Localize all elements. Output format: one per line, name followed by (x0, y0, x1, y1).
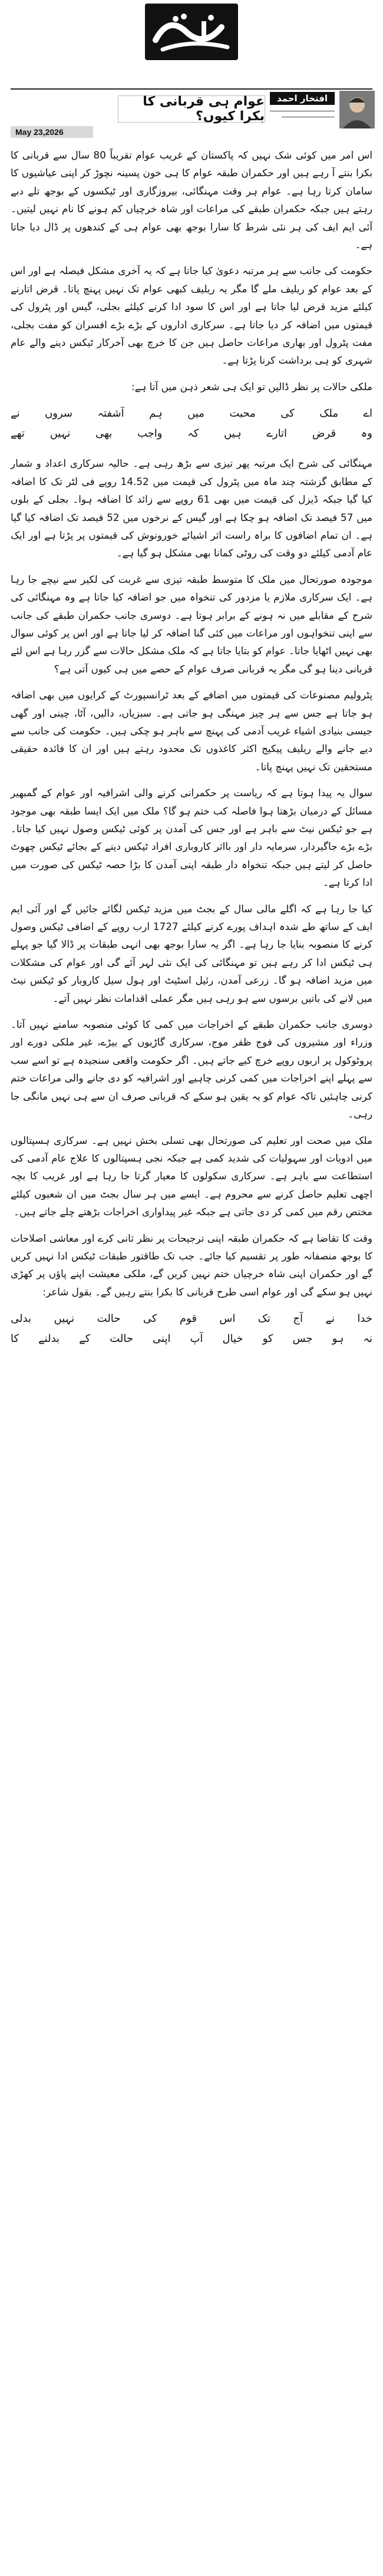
author-name: افتخار احمد (270, 92, 335, 105)
article-paragraph-7: سوال یہ پیدا ہوتا ہے کہ ریاست پر حکمرانی کرنے والی اشرافیہ اور عوام کے گمبھیر مسائل کے درمیان بڑھتا ہوا فاصلہ کب ختم ہو گا؟ ملک میں ایک ایسا طبقہ بھی موجود ہے جو ٹیکس نیٹ سے باہر ہے اور جس کی آمدن پر کوئی ٹیکس وصول نہیں کیا جاتا۔ بڑے بڑے جاگیردار، سرمایہ دار اور بااثر کاروباری افراد ٹیکس دینے کے بجائے ٹیکس چھوٹ حاصل کر لیتے ہیں جبکہ تنخواہ دار طبقہ اپنی آمدن کا بڑا حصہ ٹیکس کی صورت میں ادا کرتا ہے۔ (11, 787, 372, 889)
poem-word: نہ (363, 1332, 372, 1345)
poem-word: اس (219, 1312, 236, 1325)
poem-word: آشفتہ (97, 407, 124, 420)
poem-word: ہم (149, 407, 163, 420)
poem-word: اے (363, 407, 372, 420)
closing-poem-line-1 (11, 1309, 372, 1329)
poem-word: قوم (179, 1312, 197, 1325)
poem-block (11, 404, 372, 444)
article-paragraph-4: مہنگائی کی شرح ایک مرتبہ پھر تیزی سے بڑھ رہی ہے۔ حالیہ سرکاری اعداد و شمار کے مطابق گزشتہ چند ماہ میں پٹرول کی قیمت میں 14.52 روپے فی لٹر تک کا اضافہ کیا گیا جبکہ ڈیزل کی قیمت میں بھی 61 روپے سے زائد کا اضافہ ہوا۔ بجلی کے بلوں میں 57 فیصد تک اضافہ ہو چکا ہے اور گیس کے نرخوں میں 52 فیصد تک اضافہ کیا گیا ہے۔ ان تمام اضافوں کا براہ راست اثر اشیائے خورونوش کی قیمتوں پر پڑتا ہے اور ایک عام آدمی کیلئے دو وقت کی روٹی کمانا بھی مشکل ہو گیا ہے۔ (11, 457, 372, 559)
poem-word: کے (79, 1332, 91, 1345)
poem-word: جس (292, 1332, 313, 1345)
dunya-logo-graphic (145, 4, 238, 60)
poem-word: بھی (95, 427, 113, 440)
article-paragraph-6: پٹرولیم مصنوعات کی قیمتوں میں اضافے کے بعد ٹرانسپورٹ کے کرایوں میں بھی اضافہ ہو جاتا ہے جس سے ہر چیز مہنگی ہو جاتی ہے۔ سبزیاں، دالیں، آٹا، چینی اور گھی جیسی بنیادی اشیاء غریب آدمی کی پہنچ سے باہر ہو چکی ہیں۔ حکومت کی جانب سے دیے جانے والے ریلیف پیکیج اکثر کاغذوں تک محدود رہتے ہیں اور ان کا فائدہ حقیقی مستحقین تک نہیں پہنچ پاتا۔ (11, 689, 372, 773)
poem-word: کی (280, 407, 295, 420)
article-paragraph-2: حکومت کی جانب سے ہر مرتبہ دعویٰ کیا جاتا ہے کہ یہ آخری مشکل فیصلہ ہے اور اس کے بعد عوام کو ریلیف ملے گا مگر یہ ریلیف کبھی عوام تک نہیں پہنچ پاتا۔ قرض اتارنے کیلئے مزید قرض لیا جاتا ہے اور اس کا سود ادا کرنے کیلئے بجلی، گیس اور پٹرول کی قیمتوں میں اضافہ کر دیا جاتا ہے۔ سرکاری اداروں کے بڑے بڑے افسران کو مفت بجلی، مفت پٹرول اور بھاری مراعات حاصل ہیں جن کا خرچ بھی آخرکار ٹیکس دینے والے عام شہری کو ہی برداشت کرنا پڑتا ہے۔ (11, 265, 372, 367)
poem-word: خیال (222, 1332, 243, 1345)
poem-word: سروں (45, 407, 72, 420)
poem-word: آپ (190, 1332, 203, 1345)
poem-word: تھے (11, 427, 25, 440)
article-paragraph-10: ملک میں صحت اور تعلیم کی صورتحال بھی تسلی بخش نہیں ہے۔ سرکاری ہسپتالوں میں ادویات اور سہولیات کی شدید کمی ہے جبکہ نجی ہسپتالوں کا علاج عام آدمی کی استطاعت سے باہر ہے۔ سرکاری سکولوں کا معیار گرتا جا رہا ہے اور غریب کا بچہ اچھی تعلیم حاصل کرنے سے محروم ہے۔ ایسے میں ہر سال بجٹ میں ان شعبوں کیلئے مختص رقم میں کمی کر دی جاتی ہے جبکہ غیر پیداواری اخراجات بڑھتے چلے جاتے ہیں۔ (11, 1134, 372, 1218)
poem-word: کا (11, 1332, 19, 1345)
article-body (11, 146, 372, 1360)
poem-word: نہیں (49, 427, 71, 440)
column-title: عوام ہی قربانی کا بکرا کیوں؟ (118, 95, 265, 123)
poem-word: محبت (229, 407, 256, 420)
poem-word: وہ (361, 427, 372, 440)
poem-line-1 (11, 404, 372, 424)
closing-poem-block (11, 1309, 372, 1349)
poem-word: میں (187, 407, 204, 420)
poem-word: کی (143, 1312, 157, 1325)
poem-line-2 (11, 424, 372, 444)
poem-word: ہو (332, 1332, 344, 1345)
poem-word: اپنی (153, 1332, 171, 1345)
poem-word: ملک (319, 407, 338, 420)
poem-word: نے (11, 407, 20, 420)
poem-word: آج (293, 1312, 303, 1325)
poem-word: اتارے (266, 427, 288, 440)
poem-word: ہیں (223, 427, 242, 440)
author-block (270, 88, 375, 130)
poem-word: حالت (97, 1312, 121, 1325)
article-paragraph-1: اس امر میں کوئی شک نہیں کہ پاکستان کے غریب عوام تقریباً 80 سال سے قربانی کا بکرا بنتے آ رہے ہیں اور حکمران طبقہ عوام کا ہی خون پسینہ نچوڑ کر اپنی عیاشیوں کا سامان کرتا رہا ہے۔ عوام ہر وقت مہنگائی، بیروزگاری اور ٹیکسوں کے بوجھ تلے دبے رہتے ہیں جبکہ حکمران طبقے کی مراعات اور شاہ خرچیاں کم ہونے کا نام نہیں لیتیں۔ آئی ایم ایف کی ہر نئی شرط کا سارا بوجھ بھی عوام ہی کے کندھوں پر ڈال دیا جاتا ہے۔ (11, 149, 372, 251)
newspaper-logo (145, 4, 238, 60)
poem-word: کو (262, 1332, 273, 1345)
article-paragraph-8: کیا جا رہا ہے کہ اگلے مالی سال کے بجٹ میں مزید ٹیکس لگائے جائیں گے اور آئی ایم ایف کے ساتھ طے شدہ اہداف پورے کرنے کیلئے 1727 ارب روپے کے اضافی ٹیکس وصول کرنے کا منصوبہ بنایا جا رہا ہے۔ اگر یہ سارا بوجھ بھی انہی طبقات پر ڈالا گیا جو پہلے ہی ٹیکس ادا کر رہے ہیں تو مہنگائی کی ایک نئی لہر آئے گی اور عوام کی مشکلات میں مزید اضافہ ہو گا۔ زرعی آمدن، رئیل اسٹیٹ اور ہول سیل کاروبار کو ٹیکس نیٹ میں لانے کی باتیں برسوں سے ہو رہی ہیں مگر عملی اقدامات نظر نہیں آتے۔ (11, 902, 372, 1004)
publish-date: May 23,2026 (11, 126, 93, 138)
closing-poem-line-2 (11, 1329, 372, 1349)
article-paragraph-11: وقت کا تقاضا ہے کہ حکمران طبقہ اپنی ترجیحات پر نظر ثانی کرے اور معاشی اصلاحات کا بوجھ منصفانہ طور پر تقسیم کیا جائے۔ جب تک طاقتور طبقات ٹیکس ادا نہیں کریں گے اور حکمران اپنی شاہ خرچیاں ختم نہیں کریں گے، ملکی معیشت اپنے پاؤں پر کھڑی نہیں ہو سکے گی اور عوام اسی طرح قربانی کا بکرا بنتے رہیں گے۔ بقول شاعر: (11, 1232, 372, 1298)
masthead (0, 0, 383, 138)
author-portrait-graphic (339, 91, 375, 128)
poem-word: نے (325, 1312, 335, 1325)
article-paragraph-5: موجودہ صورتحال میں ملک کا متوسط طبقہ تیزی سے غربت کی لکیر سے نیچے جا رہا ہے۔ ایک سرکاری ملازم یا مزدور کی تنخواہ میں جو اضافہ کیا جاتا ہے وہ مہنگائی کی شرح کے مقابلے میں نہ ہونے کے برابر ہوتا ہے۔ دوسری جانب حکمران طبقے کی جانب سے اپنی تنخواہوں اور مراعات میں کئی گنا اضافہ کر لیا جاتا ہے اور اس پر کوئی سوال بھی نہیں اٹھایا جاتا۔ عوام کو بتایا جاتا ہے کہ ملک مشکل حالات سے گزر رہا ہے اس لئے قربانی دینا ہو گی مگر یہ قربانی صرف عوام کے حصے میں ہی کیوں آتی ہے؟ (11, 573, 372, 675)
poem-word: بدلنے (38, 1332, 60, 1345)
author-photo (339, 91, 375, 128)
poem-word: واجب (137, 427, 163, 440)
poem-word: کہ (187, 427, 199, 440)
poem-word: قرض (312, 427, 336, 440)
poem-word: خدا (357, 1312, 372, 1325)
poem-word: نہیں (54, 1312, 75, 1325)
poem-word: تک (257, 1312, 270, 1325)
article-paragraph-9: دوسری جانب حکمران طبقے کے اخراجات میں کمی کا کوئی منصوبہ سامنے نہیں آتا۔ وزراء اور مشیروں کی فوج ظفر موج، سرکاری گاڑیوں کے بیڑے، غیر ملکی دورے اور پروٹوکول پر اربوں روپے خرچ کیے جاتے ہیں۔ اگر حکومت واقعی سنجیدہ ہے تو اسے سب سے پہلے اپنے اخراجات میں کمی کرنی چاہیے اور اشرافیہ کو دی جانے والی مراعات ختم کرنی چاہئیں تاکہ عوام کو یہ یقین ہو سکے کہ قربانی صرف ان سے ہی نہیں مانگی جا رہی۔ (11, 1018, 372, 1120)
poem-word: حالت (110, 1332, 133, 1345)
poem-word: بدلی (11, 1312, 32, 1325)
article-paragraph-3: ملکی حالات پر نظر ڈالیں تو ایک ہی شعر ذہن میں آتا ہے: (131, 380, 372, 392)
